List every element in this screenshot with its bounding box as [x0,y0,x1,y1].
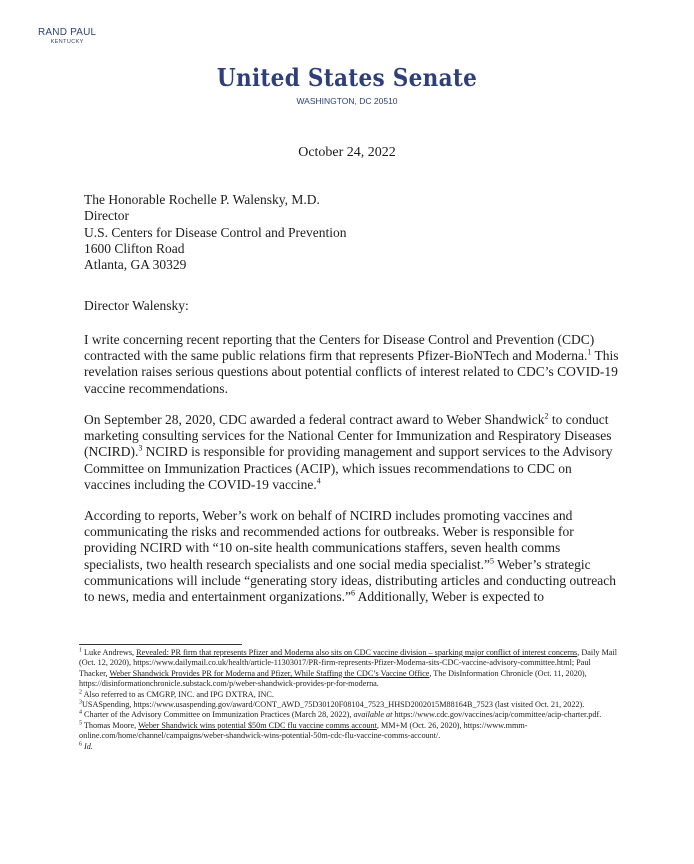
paragraph-text: This revelation raises serious questions about potential conflicts of interest related to CDC’s COVID-19 vaccine recommendations. [84,348,619,396]
body-paragraph-1 [84,332,620,397]
paragraph-text: to conduct marketing consulting services for the National Center for Immunization and Respiratory Diseases (NCIRD). [84,412,612,460]
letterhead [0,63,694,106]
paragraph-text: NCIRD is responsible for providing management and support services to the Advisory Committee on Immunization Practices (ACIP), which issues recommendations to CDC on vaccines including the COVID-19 vaccine. [84,444,613,492]
footnote-ref: 2 [544,411,549,421]
footnote-link-title[interactable]: Weber Shandwick wins potential $50m CDC flu vaccine comms account [138,720,377,730]
footnote-number: 1 [79,647,82,654]
footnote-ref: 6 [351,588,356,598]
footnote-ref: 5 [490,556,494,566]
sender-block [38,27,96,46]
footnote-link-title[interactable]: Weber Shandwick Provides PR for Moderna and Pfizer, While Staffing the CDC’s Vaccine Office [109,668,430,678]
footnote-text: , Daily Mail (Oct. 12, 2020), https://www.dailymail.co.uk/health/article-11303017/PR-firm-represents-Pfizer-Moderna-sits-CDC-vaccine-advisory-committee.html; Paul Thacker, [79,648,618,678]
address-line: U.S. Centers for Disease Control and Prevention [84,224,347,240]
address-line: Atlanta, GA 30329 [84,257,187,273]
footnote-text: , MM+M (Oct. 26, 2020), https://www.mmm-online.com/home/channel/campaigns/weber-shandwick-wins-potential-50m-cdc-flu-vaccine-comms-account/. [79,720,528,741]
footnote-number: 5 [79,720,82,727]
address-line: The Honorable Rochelle P. Walensky, M.D. [84,192,320,207]
senator-name: RAND PAUL [38,27,97,38]
recipient-address [84,192,346,273]
footnote-number: 6 [79,740,82,747]
paragraph-text: On September 28, 2020, CDC awarded a federal contract award to Weber Shandwick [84,412,545,427]
footnote-text: Thomas Moore, [82,720,139,730]
paragraph-text: Weber’s strategic communications will include “generating story ideas, distributing articles and conducting outreach to news, media and entertainment organizations.” [84,556,616,605]
body-paragraph-3 [84,508,620,605]
footnote-text: USASpending, https://www.usaspending.gov/award/CONT_AWD_75D30120F08104_7523_HHSD2002015M88164B_7523 (last visited Oct. 21, 2022). [82,700,585,710]
footnote-ref: 1 [587,347,592,357]
paragraph-text: I write concerning recent reporting that the Centers for Disease Control and Prevention (CDC) contracted with the same public relations firm that represents Pfizer-BioNTech and Moderna. [84,332,595,364]
paragraph-text: According to reports, Weber’s work on behalf of NCIRD includes promoting vaccines and communicating the risks and recommended actions for outbreaks. Weber is responsible for providing NCIRD with “10 on-site health communications staffers, seven health comms specialists, two health research specialists and one social media specialist.” [84,508,574,572]
salutation: Director Walensky: [84,298,189,313]
footnote-1 [79,648,619,690]
footnote-italic: available at [353,710,393,720]
footnote-number: 4 [79,709,82,716]
footnote-text: Luke Andrews, [82,648,137,657]
footnote-3 [79,700,619,710]
footnote-2 [79,690,619,700]
letterhead-city: WASHINGTON, DC 20510 [296,96,398,106]
footnote-text: https://www.cdc.gov/vaccines/acip/committee/acip-charter.pdf. [392,710,602,720]
footnote-italic: Id. [84,741,93,751]
footnote-link-title[interactable]: Revealed: PR firm that represents Pfizer and Moderna also sits on CDC vaccine division – sparking major conflict of interest concerns [136,648,578,657]
footnote-divider [79,644,242,645]
body-paragraph-2 [84,412,620,493]
footnote-4 [79,710,619,720]
footnotes [79,648,619,752]
footnote-ref: 4 [316,476,321,486]
footnote-number: 3 [79,699,82,706]
address-line: Director [84,208,129,224]
footnote-5 [79,721,619,742]
footnote-6 [79,742,619,752]
footnote-text: , The DisInformation Chronicle (Oct. 11, 2020), https://disinformationchronicle.substack.com/p/weber-shandwick-provides-pr-for-moderna. [79,668,587,689]
senator-state: KENTUCKY [50,39,84,45]
letterhead-title: United States Senate [216,63,478,92]
footnote-ref: 3 [138,443,143,453]
footnote-text: Charter of the Advisory Committee on Immunization Practices (March 28, 2022), [82,710,354,720]
footnote-number: 2 [79,688,82,695]
paragraph-text: Additionally, Weber is expected to [355,589,545,605]
footnote-text: Also referred to as CMGRP, INC. and IPG DXTRA, INC. [82,689,274,699]
letter-date: October 24, 2022 [298,145,396,160]
address-line: 1600 Clifton Road [84,240,185,256]
